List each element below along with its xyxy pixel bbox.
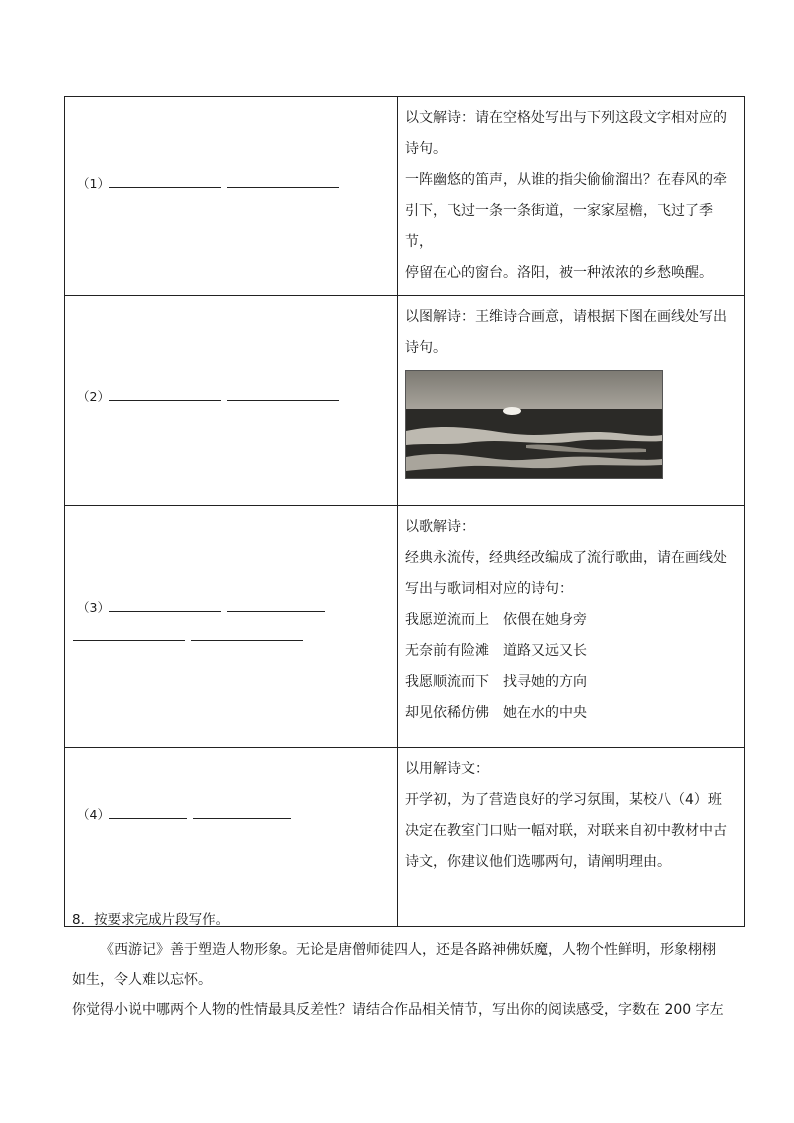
prompt-line: 经典永流传，经典经改编成了流行歌曲，请在画线处 bbox=[405, 550, 727, 566]
answer-blank[interactable] bbox=[109, 386, 221, 401]
answer-blank[interactable] bbox=[73, 626, 185, 641]
lyric-line bbox=[405, 698, 738, 729]
answer-blank[interactable] bbox=[109, 597, 221, 612]
item-number: （2） bbox=[77, 389, 110, 404]
answer-blanks bbox=[77, 386, 345, 405]
lyric-text: 无奈前有险滩 bbox=[405, 643, 489, 659]
item-number: （3） bbox=[77, 600, 110, 615]
lyric-text: 她在水的中央 bbox=[503, 705, 587, 721]
question-paragraph: 你觉得小说中哪两个人物的性情最具反差性？请结合作品相关情节，写出你的阅读感受，字数在 200 字左 bbox=[72, 1002, 724, 1018]
prompt-line: 开学初，为了营造良好的学习氛围，某校八（4）班 bbox=[405, 792, 722, 808]
item-number: （4） bbox=[77, 807, 110, 822]
prompt-line: 诗句。 bbox=[405, 141, 447, 157]
prompt-line: 以图解诗：王维诗合画意，请根据下图在画线处写出 bbox=[405, 309, 727, 325]
answer-blank[interactable] bbox=[109, 173, 221, 188]
answer-blanks bbox=[73, 626, 309, 644]
prompt-line: 停留在心的窗台。洛阳，被一种浓浓的乡愁唤醒。 bbox=[405, 265, 713, 281]
answer-cell-4 bbox=[65, 748, 398, 927]
lyric-text: 我愿顺流而下 bbox=[405, 674, 489, 690]
prompt-line: 诗文，你建议他们选哪两句，请阐明理由。 bbox=[405, 854, 671, 870]
lyric-text: 我愿逆流而上 bbox=[405, 612, 489, 628]
lyric-line bbox=[405, 636, 738, 667]
prompt-line: 以歌解诗： bbox=[405, 519, 475, 535]
prompt-line: 一阵幽悠的笛声，从谁的指尖偷偷溜出？在春风的牵 bbox=[405, 172, 727, 188]
answer-blank[interactable] bbox=[193, 804, 291, 819]
sunset-over-river-photo bbox=[405, 370, 663, 479]
poetry-question-table bbox=[64, 96, 745, 927]
lyric-line bbox=[405, 667, 738, 698]
prompt-cell-2 bbox=[398, 296, 745, 506]
item-number: （1） bbox=[77, 176, 110, 191]
answer-blank[interactable] bbox=[227, 597, 325, 612]
prompt-line: 诗句。 bbox=[405, 340, 447, 356]
question-paragraph: 《西游记》善于塑造人物形象。无论是唐僧师徒四人，还是各路神佛妖魔，人物个性鲜明，形象栩栩 bbox=[100, 942, 716, 958]
table-row bbox=[65, 296, 745, 506]
prompt-cell-1 bbox=[398, 97, 745, 296]
answer-cell-2 bbox=[65, 296, 398, 506]
prompt-cell-3 bbox=[398, 506, 745, 748]
lyric-text: 却见依稀仿佛 bbox=[405, 705, 489, 721]
prompt-line: 以文解诗：请在空格处写出与下列这段文字相对应的 bbox=[405, 110, 727, 126]
lyric-text: 道路又远又长 bbox=[503, 643, 587, 659]
prompt-line: 写出与歌词相对应的诗句： bbox=[405, 581, 573, 597]
answer-cell-1 bbox=[65, 97, 398, 296]
lyric-text: 依偎在她身旁 bbox=[503, 612, 587, 628]
answer-blank[interactable] bbox=[227, 386, 339, 401]
answer-blanks bbox=[77, 173, 345, 192]
prompt-line: 引下，飞过一条一条街道，一家家屋檐，飞过了季节， bbox=[405, 203, 713, 250]
question-paragraph: 如生，令人难以忘怀。 bbox=[72, 972, 212, 988]
answer-blank[interactable] bbox=[227, 173, 339, 188]
lyric-text: 找寻她的方向 bbox=[503, 674, 587, 690]
prompt-cell-4 bbox=[398, 748, 745, 927]
table-row bbox=[65, 506, 745, 748]
answer-blanks bbox=[77, 597, 331, 616]
answer-blank[interactable] bbox=[109, 804, 187, 819]
prompt-line: 决定在教室门口贴一幅对联，对联来自初中教材中古 bbox=[405, 823, 727, 839]
answer-cell-3 bbox=[65, 506, 398, 748]
table-row bbox=[65, 748, 745, 927]
lyric-line bbox=[405, 605, 738, 636]
question-8 bbox=[72, 905, 732, 1025]
answer-blanks bbox=[77, 804, 297, 823]
prompt-line: 以用解诗文： bbox=[405, 761, 489, 777]
question-title: 8．按要求完成片段写作。 bbox=[72, 912, 230, 928]
answer-blank[interactable] bbox=[191, 626, 303, 641]
table-row bbox=[65, 97, 745, 296]
